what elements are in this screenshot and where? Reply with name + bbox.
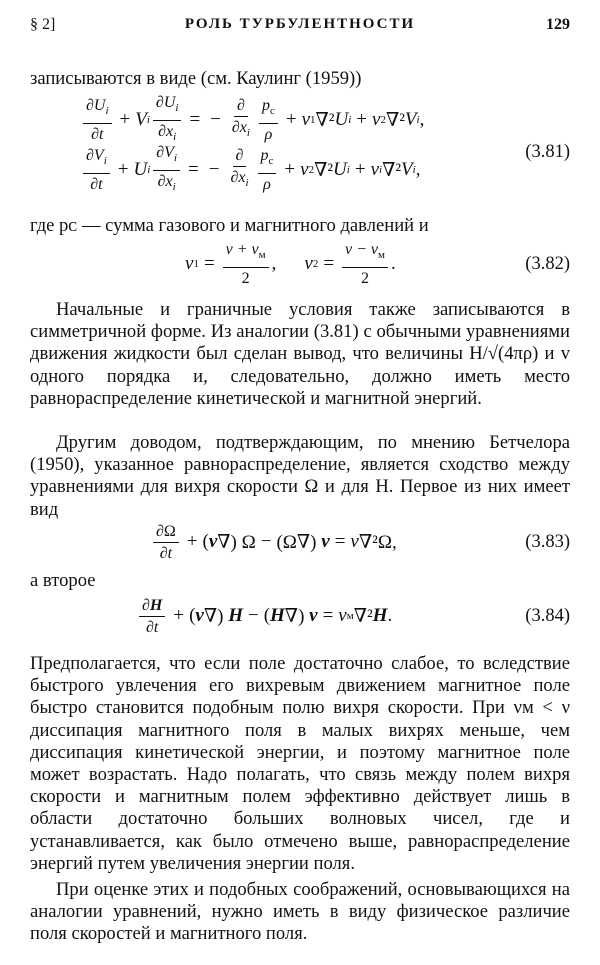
equation-number-3-84: (3.84) [525, 606, 570, 626]
equation-3-81-number-row [0, 132, 600, 172]
paragraph-intro: записываются в виде (см. Каулинг (1959)) [30, 68, 362, 89]
equation-3-84-expression: $\frac{\partial H}{\partial t}$ + ( v ∇) H − ( H ∇) v = ν м ∇² H . [136, 596, 392, 636]
equation-3-81-line-1-expression: $\frac{\partial U_i}{\partial t}$ + V i $\frac{\partial U_i}{\partial x_i}$ = − $\frac{\partial}{\partial x_i}$ $\frac{p_c}{\rho}$ + ν 1 ∇² U i + ν 2 ∇² V i , [80, 100, 424, 140]
equation-3-82 [0, 241, 600, 287]
section-marker: § 2] [30, 16, 56, 33]
equation-3-82-expression: ν 1 = $\frac{\nu + \nu_м}{2}$ , ν 2 = $\frac{\nu - \nu_м}{2}$ . [185, 241, 396, 287]
equation-3-83-expression: $\frac{\partial\Omega}{\partial t}$ + ( v ∇) Ω − (Ω∇) v = ν ∇²Ω, [150, 522, 397, 562]
equation-number-3-82: (3.82) [525, 254, 570, 274]
equation-number-3-81: (3.81) [525, 142, 570, 162]
equation-3-84 [0, 596, 600, 636]
equation-number-3-83: (3.83) [525, 532, 570, 552]
equation-3-81-line-2-expression: $\frac{\partial V_i}{\partial t}$ + U i $\frac{\partial V_i}{\partial x_i}$ = − $\frac{\partial}{\partial x_i}$ $\frac{p_c}{\rho}$ + ν 2 ∇² U i + ν i ∇² V i , [80, 150, 420, 190]
paragraph-pressure: где pᴄ — сумма газового и магнитного давлений и [30, 215, 429, 236]
paragraph-weak-field: Предполагается, что если поле достаточно слабое, то вследствие быстрого увлечения его вихревым движением магнитное поле быстро становится подобным полю вихря скорости. При νм < ν диссипация магнитного поля в малых вихрях меньше, чем диссипация кинетической энергии, и поэтому магнитное поле может возрастать. Надо полагать, что связь между полем вихря скорости и магнитным полем эффективно действует лишь в области достаточно больших волновых чисел, где и устанавливается, как было отмечено выше, равнораспределение энергий путем увеличения энергии поля. [30, 653, 570, 874]
running-title: РОЛЬ ТУРБУЛЕНТНОСТИ [184, 16, 416, 32]
running-header [30, 16, 570, 42]
page-number: 129 [546, 16, 570, 33]
eq381-line1-text [0, 0, 1, 1]
paragraph-batchelor: Другим доводом, подтверждающим, по мнению Бетчелора (1950), указанное равнораспределение, является сходство между уравнениями для вихря скорости Ω и для H. Первое из них имеет вид [30, 432, 570, 520]
equation-3-83 [0, 522, 600, 562]
paragraph-second: а второе [30, 570, 96, 591]
paragraph-symmetry: Начальные и граничные условия также записываются в симметричной форме. Из аналогии (3.81) с обычными уравнениями движения жидкости был сделан вывод, что величины H/√(4πρ) и v одного порядка и, следовательно, должно иметь место равнораспределение кинетической и магнитной энергий. [30, 299, 570, 409]
paragraph-caution: При оценке этих и подобных соображений, основывающихся на аналогии уравнений, нужно иметь в виду физическое различие поля скоростей и магнитного поля. [30, 879, 570, 945]
